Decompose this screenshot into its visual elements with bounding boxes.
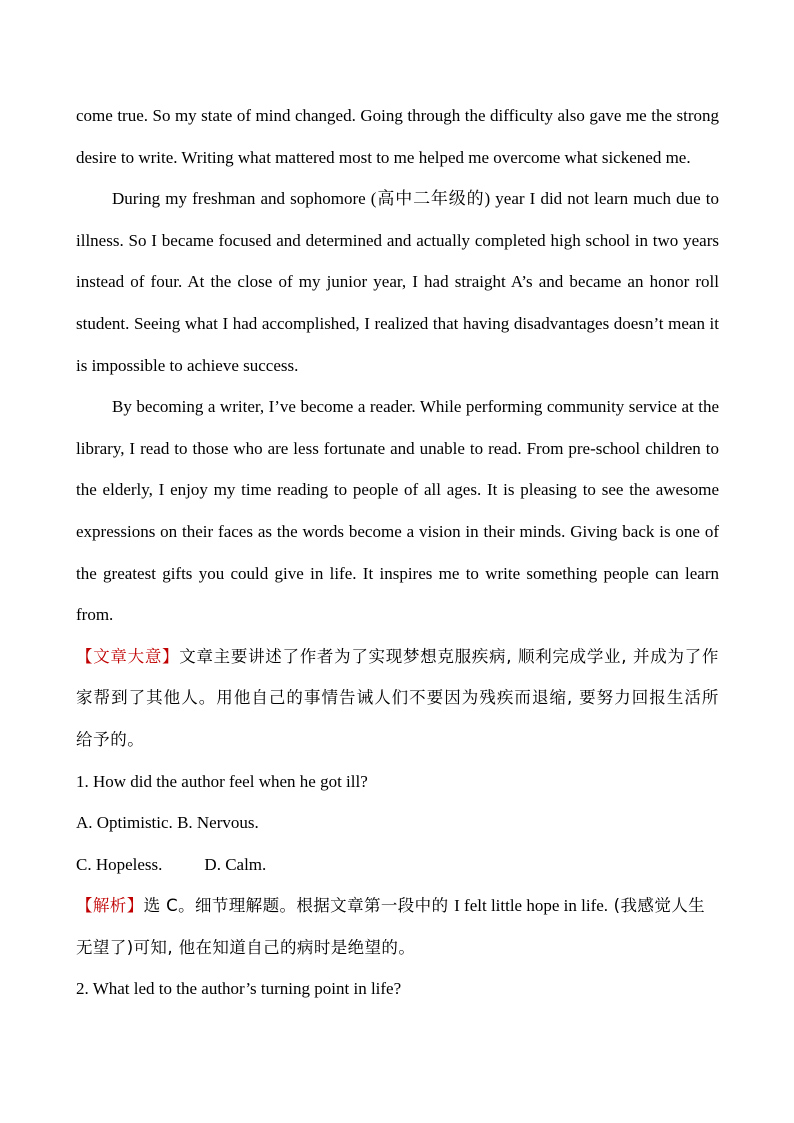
option-b: B. Nervous. [177,813,259,833]
document-page [76,95,719,1010]
option-a: A. Optimistic. [76,813,173,833]
analysis-tag: 【解析】 [76,896,144,916]
option-d: D. Calm. [204,854,267,874]
passage-paragraph-3: By becoming a writer, I’ve become a reader. While performing community service at the library, I read to those who are less fortunate and unable to read. From pre-school children to the elderly, I enjoy my time reading to people of all ages. It is pleasing to see the awesome expressions on their faces as the words become a vision in their minds. Giving back is one of the greatest gifts you could give in life. It inspires me to write something people can learn from. [76,397,719,625]
question-1-analysis [76,885,719,968]
summary-text: 文章主要讲述了作者为了实现梦想克服疾病, 顺利完成学业, 并成为了作家帮到了其他人。用他自己的事情告诫人们不要因为残疾而退缩, 要努力回报生活所给予的。 [76,646,719,749]
article-summary [76,636,719,761]
question-2-stem: 2. What led to the author’s turning point in life? [76,979,402,999]
question-1-options-row-2 [76,844,719,886]
passage-paragraph-1: come true. So my state of mind changed. Going through the difficulty also gave me the strong desire to write. Writing what mattered most to me helped me overcome what sickened me. [76,106,719,167]
analysis-text-before: 选 C。细节理解题。根据文章第一段中的 [143,896,455,916]
passage-paragraph-2: During my freshman and sophomore (高中二年级的) year I did not learn much due to illness. So I became focused and determined and actually completed high school in two years instead of four. At the close of my junior year, I had straight A’s and became an honor roll student. Seeing what I had accomplished, I realized that having disadvantages doesn’t mean it is impossible to achieve success. [76,189,719,375]
option-c: C. Hopeless. [76,854,163,874]
analysis-quote: I felt little hope in life. [454,896,609,916]
summary-tag: 【文章大意】 [76,646,180,666]
question-1-options-row-1 [76,802,719,844]
analysis-text-after: (我感觉人生无望了)可知, 他在知道自己的病时是绝望的。 [76,896,706,957]
question-1-stem: 1. How did the author feel when he got ill? [76,771,368,791]
